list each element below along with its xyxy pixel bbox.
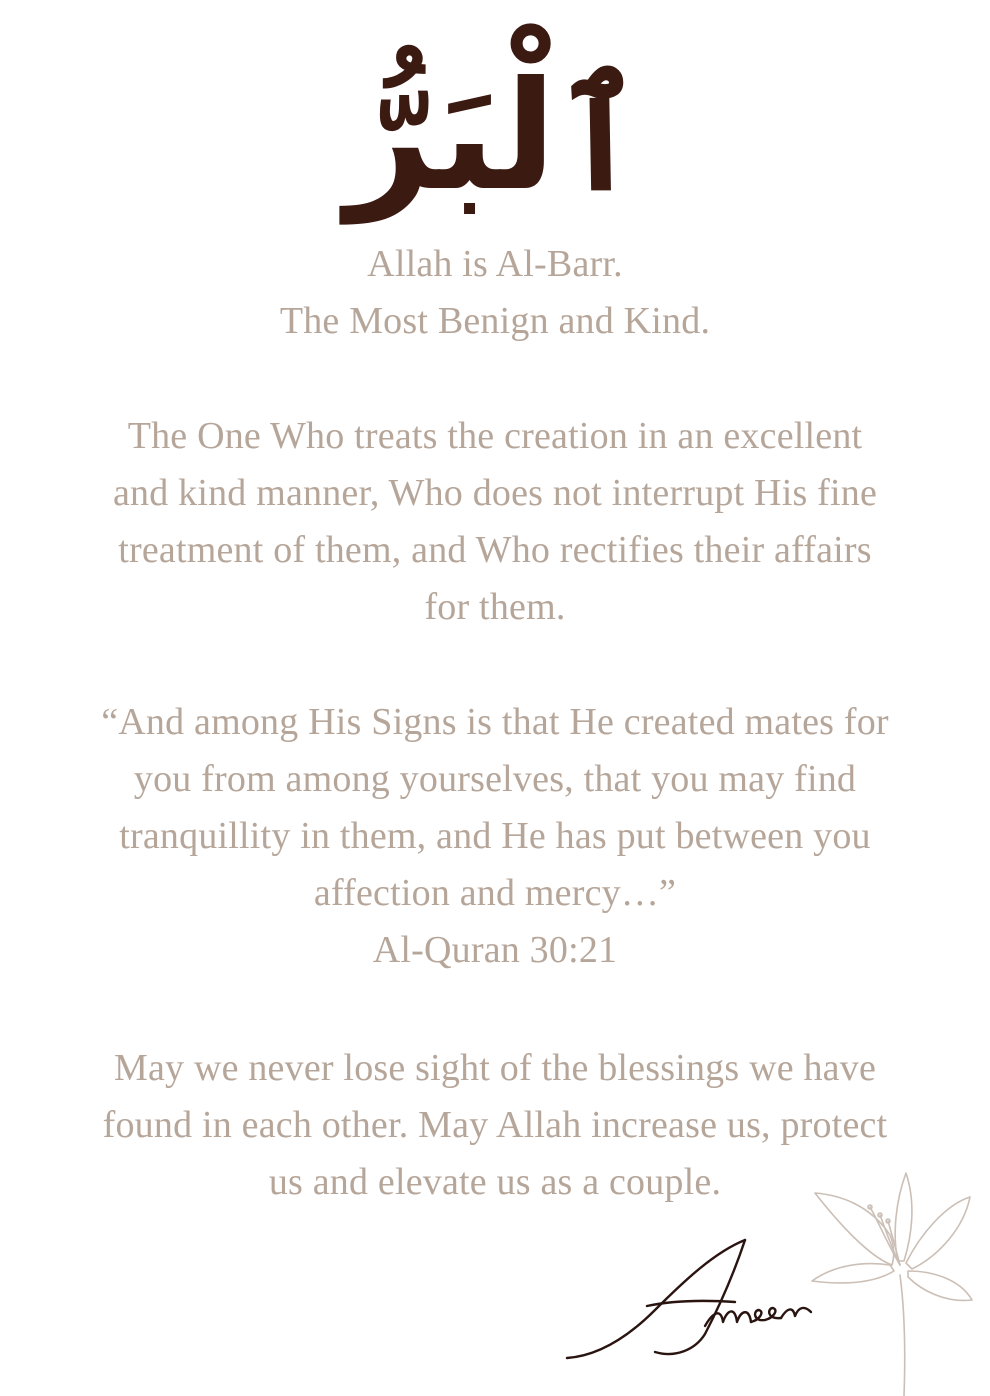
dua-line: us and elevate us as a couple.: [268, 1161, 722, 1203]
subtitle-line: The Most Benign and Kind.: [279, 300, 711, 342]
description-line: treatment of them, and Who rectifies their affairs: [118, 529, 872, 571]
title-line: Allah is Al-Barr.: [367, 243, 623, 285]
quote-line: you from among yourselves, that you may find: [133, 758, 857, 800]
description-line: The One Who treats the creation in an excellent: [127, 415, 863, 457]
quote-reference: Al-Quran 30:21: [372, 929, 618, 971]
quote-line: “And among His Signs is that He created mates for: [101, 701, 889, 743]
arabic-name-calligraphy: ٱلْبَرُّ: [345, 50, 645, 224]
description-line: for them.: [424, 586, 566, 628]
title-block: [60, 236, 930, 350]
quote-line: tranquillity in them, and He has put between you: [119, 815, 871, 857]
quote-line: affection and mercy…”: [313, 872, 677, 914]
description-paragraph: [60, 408, 930, 636]
dua-line: May we never lose sight of the blessings we have: [113, 1047, 877, 1089]
ameen-signature: [555, 1230, 825, 1380]
flower-icon: [800, 1165, 980, 1396]
description-line: and kind manner, Who does not interrupt His fine: [112, 472, 878, 514]
quran-quote: [60, 694, 930, 979]
dua-line: found in each other. May Allah increase us, protect: [102, 1104, 888, 1146]
